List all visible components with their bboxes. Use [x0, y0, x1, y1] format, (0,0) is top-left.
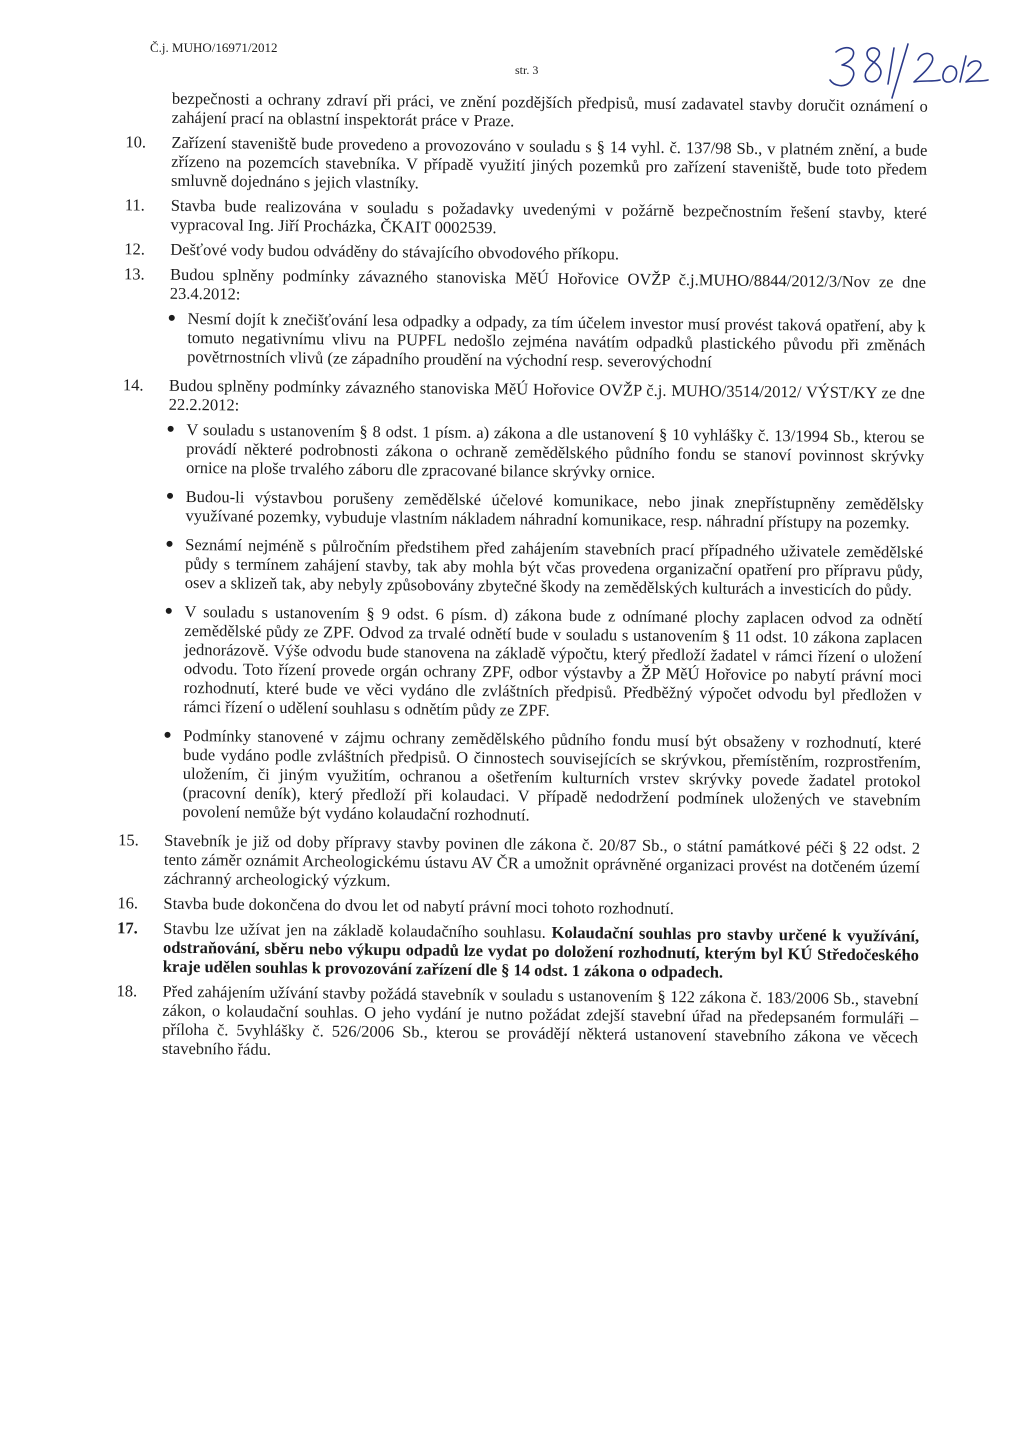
item-text: Před zahájením užívání stavby požádá stavebník v souladu s ustanovením § 122 zákona č. 183/2006 Sb., stavební zákon, o kolaudační souhlas. O jeho vydání je nutno požádat zdejší stavební úřad na předepsaném formuláři – příloha č. 5vyhlášky č. 526/2006 Sb., kterou se provádějí některá ustanovení stavebního zákona ve věcech stavebního řádu.: [161, 981, 919, 1059]
item-text: Stavba bude dokončena do dvou let od nabytí právní moci tohoto rozhodnutí.: [163, 893, 675, 919]
item-text: Budou splněny podmínky závazného stanoviska MěÚ Hořovice OVŽP č.j.MUHO/8844/2012/3/Nov ze dne 23.4.2012:: [169, 264, 927, 304]
item-number: 13.: [123, 264, 145, 284]
bullet-icon: ●: [164, 603, 174, 619]
bullet-item: [91, 601, 922, 724]
item-text: Dešťové vody budou odváděny do stávajícího obvodového příkopu.: [170, 239, 620, 264]
reference-number: Č.j. MUHO/16971/2012: [150, 40, 278, 55]
bullet-icon: ●: [167, 310, 177, 326]
item-number: 18.: [116, 981, 138, 1001]
list-item: [96, 195, 926, 242]
bullet-item: [94, 419, 925, 485]
list-item: [88, 981, 919, 1066]
bullet-icon: ●: [163, 727, 172, 743]
item-number: 12.: [124, 239, 146, 259]
item-number: 15.: [118, 830, 139, 850]
bullet-icon: ●: [165, 536, 174, 552]
item-text: Stavba bude realizována v souladu s požadavky uvedenými v požárně bezpečnostním řešení stavby, které vypracoval Ing. Jiří Procházka, ČKAIT 0002539.: [170, 195, 927, 238]
handwritten-file-number: [800, 38, 990, 100]
item-bold-text: Kolaudační souhlas pro stavby určené k využívání, odstraňování, sběru nebo výkupu odpadů lze vydat po doložení rozhodnutí, kterým byl KÚ Středočeského kraje udělen souhlas k provozování zařízení dle § 14 odst. 1 zákona o odpadech.: [162, 922, 920, 982]
bullet-text: Budou-li výstavbou porušeny zemědělské účelové komunikace, nebo jinak znepřístupněny zemědělsky využívané pozemky, vybuduje vlastním nákladem náhradní komunikace, resp. náhradní přístupy na pozemky.: [185, 486, 924, 533]
list-item: [96, 264, 926, 311]
item-text: Budou splněny podmínky závazného stanoviska MěÚ Hořovice OVŽP č.j. MUHO/3514/2012/ VÝST/KY ze dne 22.2.2012:: [168, 375, 925, 415]
list-item: [90, 830, 921, 896]
bullet-text: Nesmí dojít k znečišťování lesa odpadky a odpady, za tím účelem investor musí provést taková opatření, aby k tomuto negativnímu vlivu na PUPFL nedošlo zejména navátím odpadků plastického původu při změnách povětrnostních vlivů (ze západního proudění na východní resp. severovýchodní: [187, 308, 926, 372]
item-number: 16.: [117, 893, 139, 913]
bullet-list-13: [95, 308, 926, 374]
item-number: 10.: [125, 132, 147, 152]
bullet-text: Seznámí nejméně s půlročním předstihem před zahájením stavebních prací případného uživatele zemědělské půdy s termínem zahájení stavby, tak aby mohla být včas provedena organizační opatření pro přípravu půdy, osev a sklizeň tak, aby nebyly způsobovány zbytečné škody na zemědělských kulturách a investicích do půdy.: [184, 534, 924, 600]
list-item: [97, 132, 928, 198]
list-item: [89, 893, 919, 921]
item-number: 14.: [122, 375, 144, 395]
paragraph-intro: bezpečnosti a ochrany zdraví při práci, ve znění pozdějších předpisů, musí zadavatel stavby doručit oznámení o zahájení prací na oblastní inspektorát práce v Praze.: [171, 88, 928, 131]
document-body: [88, 88, 928, 1072]
item-number: 17.: [117, 918, 138, 938]
bullet-text: V souladu s ustanovením § 8 odst. 1 písm. a) zákona a dle ustanovení § 10 vyhlášky č. 13/1994 Sb., kterou se provádí některé podrobnosti zákona o ochraně zemědělského půdního fondu se stanoví povinnost skrývky ornice na ploše trvalého záboru dle zpracované bilance skrývky ornice.: [185, 419, 925, 482]
bullet-item: [93, 534, 924, 600]
item-text: Stavbu lze užívat jen na základě kolaudačního souhlasu.: [163, 918, 546, 942]
bullet-item: [90, 725, 921, 829]
list-item: [96, 239, 926, 267]
bullet-text: V souladu s ustanovením § 9 odst. 6 písm. d) zákona bude z odnímané plochy zaplacen odvod za odnětí zemědělské půdy ze ZPF. Odvod za trvalé odnětí bude v souladu s ustanovením § 11 odst. 10 zákona zaplacen jednorázově. Výše odvodu bude stanovena na základě výpočtu, který předloží žadatel v rámci řízení o uložení odvodu. Toto řízení provede orgán ochrany ZPF, odbor výstavby a ŽP MěÚ Hořovice po nabytí právní moci rozhodnutí, které bude ve věci vydáno dle zvláštních předpisů. Předběžný výpočet odvodu byl předložen v rámci řízení o udělení souhlasu s odnětím půdy ze ZPF.: [183, 601, 923, 720]
list-item: [95, 375, 925, 422]
bullet-list-14: [90, 419, 924, 829]
item-number: 11.: [124, 195, 145, 215]
bullet-item: [93, 486, 923, 533]
bullet-icon: ●: [166, 421, 175, 437]
bullet-icon: ●: [165, 488, 175, 504]
item-text: Zařízení staveniště bude provedeno a provozováno v souladu s § 14 vyhl. č. 137/98 Sb., v platném znění, a bude zřízeno na pozemcích stavebníka. V případě využití jiných pozemků pro zařízení staveniště, bude toto předem smluvně dojednáno s jejich vlastníky.: [170, 132, 928, 193]
item-text: Stavebník je již od doby přípravy stavby povinen dle zákona č. 20/87 Sb., o státní památkové péči § 22 odst. 2 tento záměr oznámit Archeologickému ústavu AV ČR a umožnit oprávněné organizaci provést na dotčeném území záchranný archeologický výzkum.: [163, 830, 921, 891]
list-item: [89, 918, 920, 984]
page-number: str. 3: [515, 63, 539, 77]
bullet-text: Podmínky stanovené v zájmu ochrany zemědělského půdního fondu musí být obsaženy v rozhodnutí, které bude vydáno podle zvláštních předpisů. O činnostech souvisejících se skrývkou, přemístěním, rozprostřením, uložením, či jiným využitím, ochranou a ošetřením kulturních vrstev skrývky povede žadatel protokol (pracovní deník), který předloží při kolaudaci. V případě nedodržení podmínek uložených ve stavebním povolení nemůže být vydáno kolaudační rozhodnutí.: [182, 725, 922, 825]
bullet-item: [95, 308, 926, 374]
